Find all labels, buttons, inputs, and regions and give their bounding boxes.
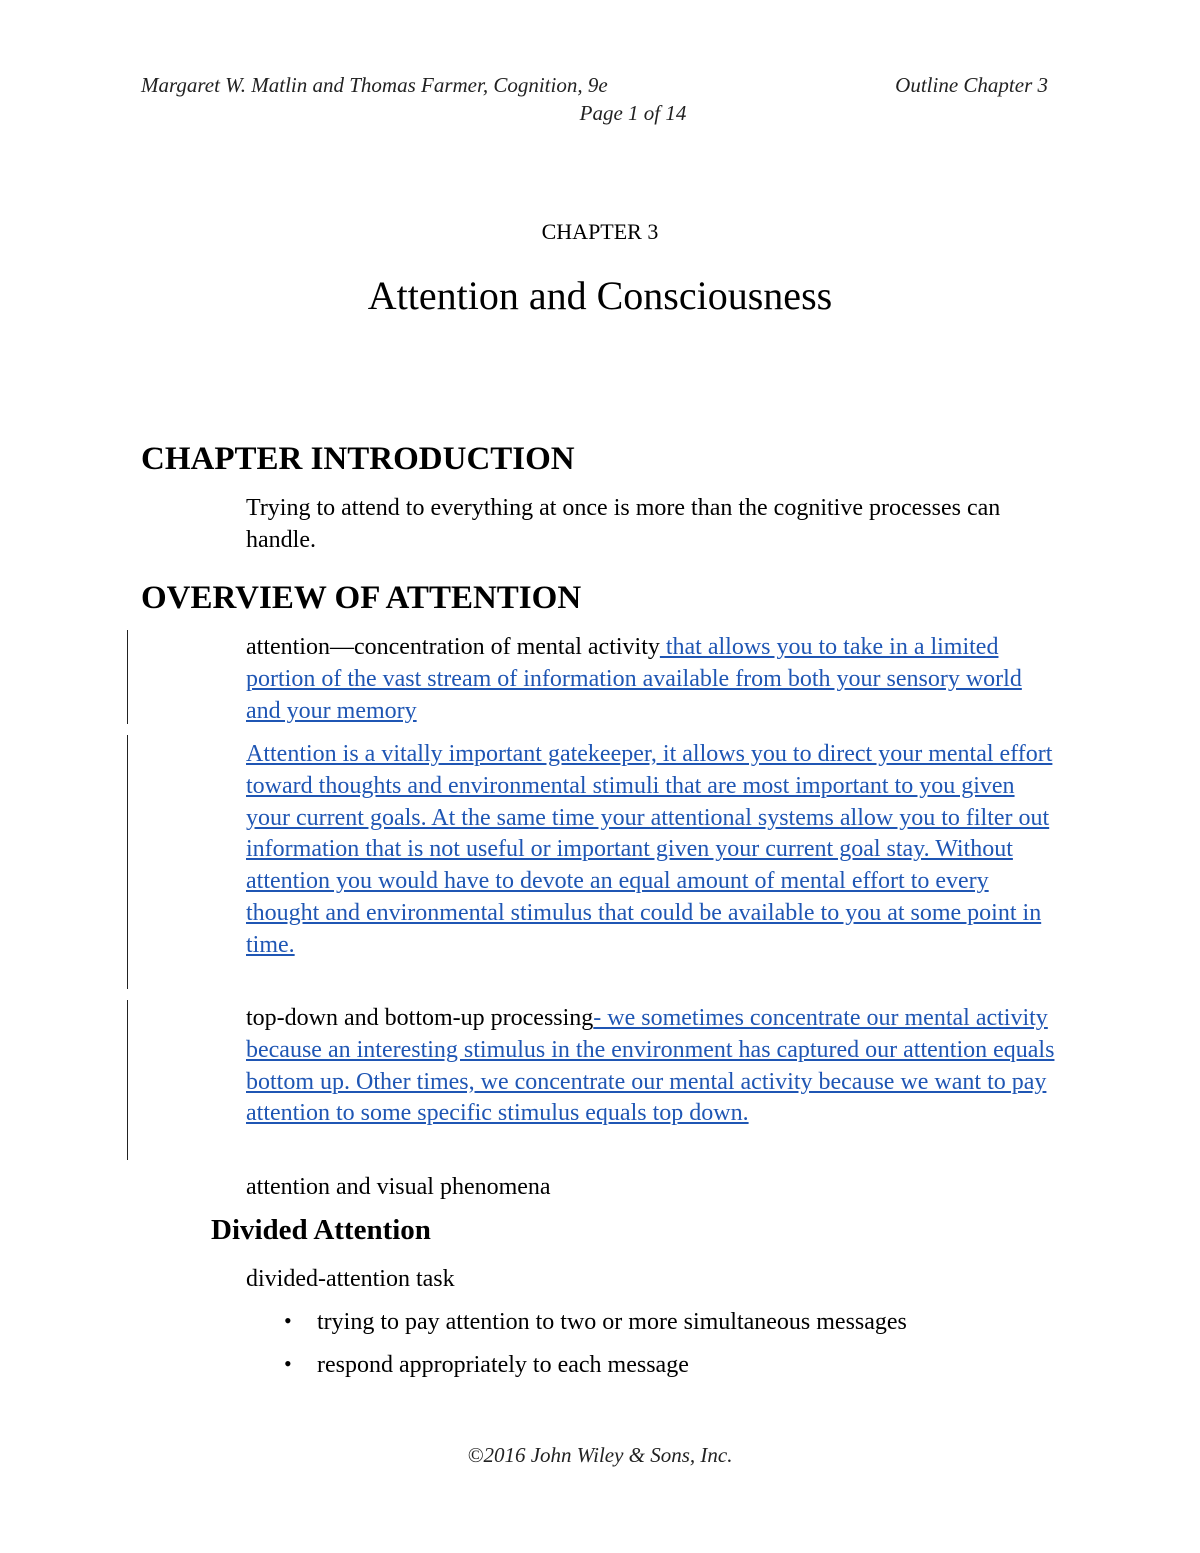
section-heading-overview: OVERVIEW OF ATTENTION bbox=[141, 580, 582, 616]
visual-phenomena-item: attention and visual phenomena bbox=[246, 1174, 551, 1200]
footer-copyright: ©2016 John Wiley & Sons, Inc. bbox=[467, 1443, 733, 1467]
bullet-item: respond appropriately to each message bbox=[317, 1352, 689, 1378]
bullet-icon: • bbox=[284, 1351, 292, 1376]
tracked-insertion: Attention is a vitally important gatekeeper, it allows you to direct your mental effort toward thoughts and environmental stimuli that are most important to you given your current goals. At the same time your attentional systems allow you to filter out information that is not useful or important given your current goal stay. Without attention you would have to devote an equal amount of mental effort to every thought and environmental stimulus that could be available to you at some point in time. bbox=[246, 741, 1053, 958]
tracked-insertion: that allows you to take in a limited portion of the vast stream of information available from both your sensory world and your memory bbox=[246, 634, 1022, 724]
tracked-insertion: - we sometimes concentrate our mental activity because an interesting stimulus in the environment has captured our attention equals bottom up. Other times, we concentrate our mental activity because we want to pay attention to some specific stimulus equals top down. bbox=[246, 1005, 1055, 1127]
processing-term: top-down and bottom-up processing bbox=[246, 1005, 594, 1031]
attention-definition bbox=[246, 632, 1061, 727]
gatekeeper-paragraph bbox=[246, 739, 1061, 962]
header-page-number: Page 1 of 14 bbox=[579, 101, 687, 125]
section-heading-introduction: CHAPTER INTRODUCTION bbox=[141, 441, 575, 477]
attention-term: attention—concentration of mental activity bbox=[246, 634, 660, 660]
processing-paragraph bbox=[246, 1003, 1061, 1130]
bullet-item: trying to pay attention to two or more simultaneous messages bbox=[317, 1309, 907, 1335]
header-outline-label: Outline Chapter 3 bbox=[895, 73, 1048, 97]
chapter-title: Attention and Consciousness bbox=[367, 273, 833, 318]
intro-paragraph: Trying to attend to everything at once is more than the cognitive processes can handle. bbox=[246, 495, 1001, 553]
header-authors: Margaret W. Matlin and Thomas Farmer, Cognition, 9e bbox=[141, 73, 608, 97]
chapter-label: CHAPTER 3 bbox=[541, 219, 659, 244]
divided-attention-task: divided-attention task bbox=[246, 1266, 455, 1292]
revision-bar bbox=[127, 1000, 128, 1160]
subsection-heading-divided-attention: Divided Attention bbox=[211, 1214, 431, 1246]
revision-bar bbox=[127, 735, 128, 989]
revision-bar bbox=[127, 630, 128, 724]
bullet-icon: • bbox=[284, 1308, 292, 1333]
